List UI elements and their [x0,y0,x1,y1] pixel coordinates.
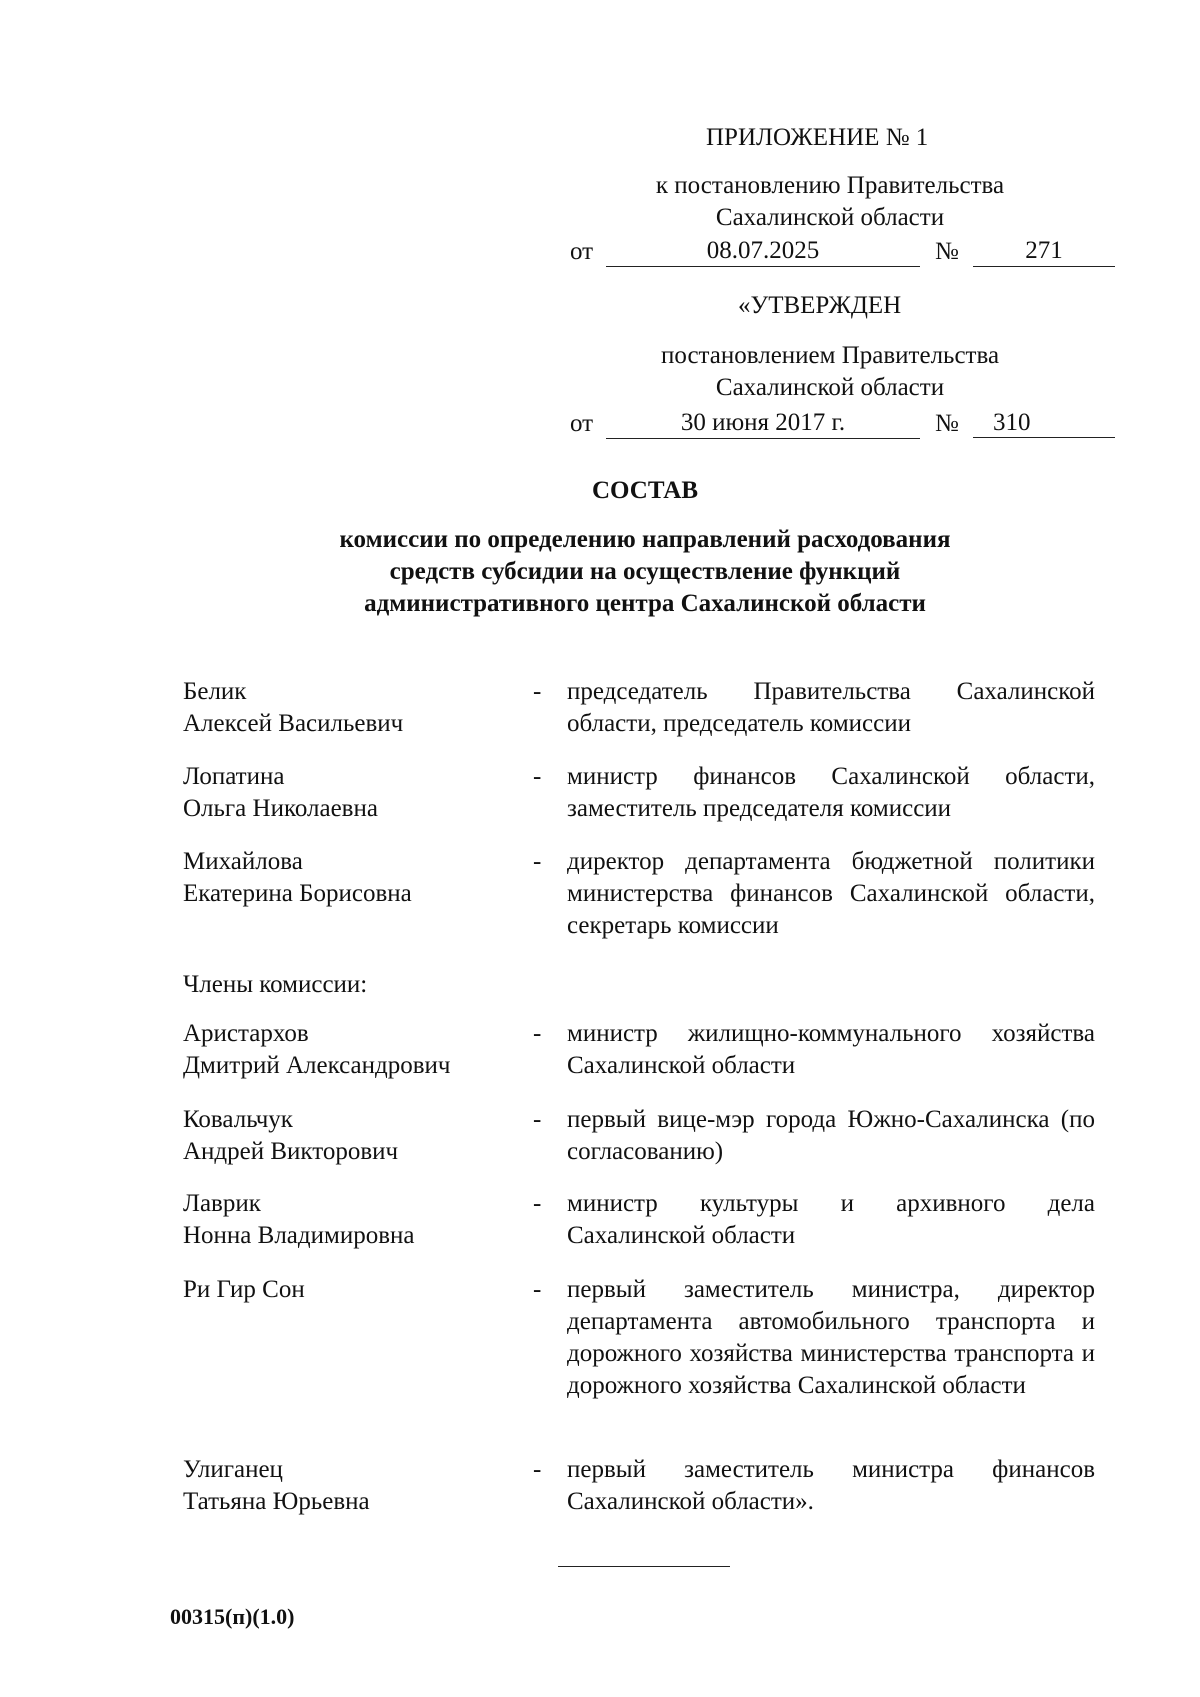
member-dash: - [533,678,542,705]
members-label: Члены комиссии: [183,971,368,998]
member-surname: Лаврик [183,1190,261,1217]
member-dash: - [533,1456,542,1483]
approved-date: 30 июня 2017 г. [606,408,920,439]
member-surname: Ри Гир Сон [183,1276,305,1303]
member-name [183,1454,513,1518]
member-given-name: Андрей Викторович [183,1138,399,1165]
approved-no-label: № [935,410,959,437]
member-dash: - [533,1276,542,1303]
member-surname: Улиганец [183,1456,283,1483]
approved-from-label: от [570,410,594,437]
closing-rule [558,1566,730,1567]
member-description: первый вице-мэр города Южно-Сахалинска (по согласованию) [567,1106,1095,1165]
member-description: директор департамента бюджетной политики министерства финансов Сахалинской области, секретарь комиссии [567,848,1095,939]
document-code: 00315(п)(1.0) [170,1604,295,1629]
member-description: министр финансов Сахалинской области, заместитель председателя комиссии [567,763,1095,822]
member-name [183,1274,513,1306]
member-name [183,1188,513,1252]
member-description: первый заместитель министра, директор департамента автомобильного транспорта и дорожного хозяйства министерства транспорта и дорожного хозяйства Сахалинской области [567,1276,1095,1399]
member-surname: Ковальчук [183,1106,293,1133]
member-description: первый заместитель министра финансов Сахалинской области». [567,1456,1095,1515]
approved-region: Сахалинской области [715,374,945,401]
member-name [183,1018,513,1082]
member-surname: Аристархов [183,1020,309,1047]
member-dash: - [533,1020,542,1047]
appendix-region: Сахалинской области [715,204,945,231]
member-given-name: Ольга Николаевна [183,795,378,822]
member-description: министр жилищно-коммунального хозяйства Сахалинской области [567,1020,1095,1079]
appendix-no-label: № [935,238,959,265]
document-subtitle-line-2: средств субсидии на осуществление функций [389,558,901,585]
document-title: СОСТАВ [591,477,699,504]
member-description: министр культуры и архивного дела Сахалинской области [567,1190,1095,1249]
appendix-number: 271 [973,236,1115,267]
member-given-name: Татьяна Юрьевна [183,1488,370,1515]
member-surname: Михайлова [183,848,303,875]
member-given-name: Нонна Владимировна [183,1222,415,1249]
member-dash: - [533,1190,542,1217]
member-dash: - [533,1106,542,1133]
member-given-name: Екатерина Борисовна [183,880,412,907]
approved-number: 310 [973,408,1115,438]
document-subtitle-line-1: комиссии по определению направлений расходования [339,526,951,553]
appendix-date: 08.07.2025 [606,236,920,267]
appendix-title: ПРИЛОЖЕНИЕ № 1 [706,124,929,151]
appendix-to-resolution: к постановлению Правительства [655,172,1005,199]
member-surname: Лопатина [183,763,285,790]
member-name [183,761,513,825]
member-dash: - [533,763,542,790]
document-subtitle-line-3: административного центра Сахалинской области [364,590,926,617]
member-given-name: Дмитрий Александрович [183,1052,451,1079]
member-name [183,846,513,910]
appendix-from-label: от [570,238,594,265]
approved-by-resolution: постановлением Правительства [660,342,1000,369]
member-dash: - [533,848,542,875]
member-given-name: Алексей Васильевич [183,710,404,737]
member-name [183,1104,513,1168]
member-name [183,676,513,740]
member-description: председатель Правительства Сахалинской области, председатель комиссии [567,678,1095,737]
approved-title: «УТВЕРЖДЕН [738,292,902,319]
member-surname: Белик [183,678,247,705]
